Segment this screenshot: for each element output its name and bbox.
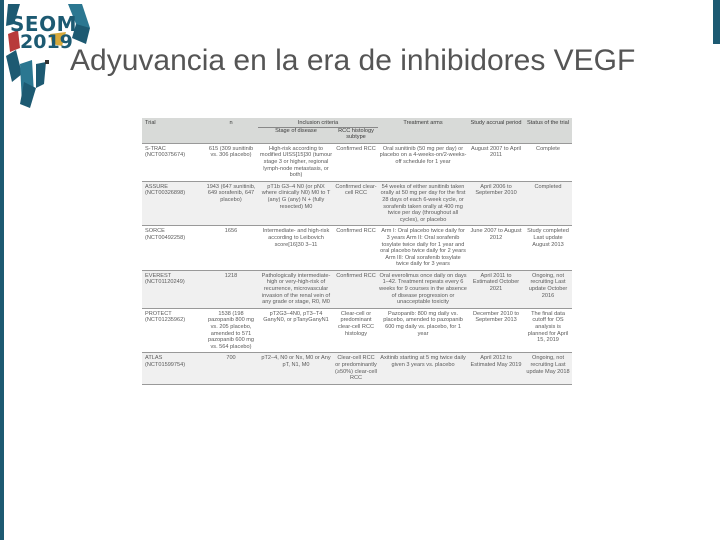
cell-stage: pT2G3–4N0, pT3–T4 GanyN0, or pTanyGanyN1 [258,308,334,353]
cell-accrual: June 2007 to August 2012 [468,226,524,271]
cell-status: Ongoing, not recruiting Last update May 2018 [524,353,572,384]
title-bullet [45,60,49,64]
cell-histology: Confirmed RCC [334,143,378,181]
cell-n: 1218 [204,270,258,308]
cell-trial: ATLAS (NCT01599754) [142,353,204,384]
trials-table-image [142,118,572,510]
cell-stage: Pathologically intermediate-high or very-high-risk of recurrence, microvascular invasion of the renal vein of any grade or stage, R0, M0 [258,270,334,308]
cell-status: Study completed Last update August 2013 [524,226,572,271]
cell-n: 1943 (647 sunitinib, 649 sorafenib, 647 placebo) [204,181,258,226]
cell-n: 700 [204,353,258,384]
cell-trial: ASSURE (NCT00326898) [142,181,204,226]
cell-status: The final data cutoff for OS analysis is planned for April 15, 2019 [524,308,572,353]
table-row [142,353,572,384]
header-accrual: Study accrual period [468,118,524,143]
header-trial: Trial [142,118,204,143]
table-row [142,270,572,308]
header-n: n [204,118,258,143]
trials-table [142,118,572,385]
cell-accrual: April 2006 to September 2010 [468,181,524,226]
cell-n: 615 (309 sunitinib vs. 306 placebo) [204,143,258,181]
table-row [142,181,572,226]
cell-accrual: August 2007 to April 2011 [468,143,524,181]
cell-arms: Pazopanib: 800 mg daily vs. placebo, amended to pazopanib 600 mg daily vs. placebo, for 1 year [378,308,468,353]
cell-stage: pT2–4, N0 or Nx, M0 or Any pT, N1, M0 [258,353,334,384]
table-row [142,143,572,181]
cell-histology: Confirmed RCC [334,270,378,308]
cell-arms: 54 weeks of either sunitinib taken orally at 50 mg per day for the first 28 days of each 6-week cycle, or sorafenib taken orally at 400 mg twice per day (throughout all cycles), or placebo [378,181,468,226]
cell-trial: PROTECT (NCT01235962) [142,308,204,353]
logo-year: 2019 [20,31,73,53]
header-inclusion: Inclusion criteria [258,118,378,127]
slide-title: Adyuvancia en la era de inhibidores VEGF [70,44,636,77]
header-status: Status of the trial [524,118,572,143]
header-arms: Treatment arms [378,118,468,143]
cell-stage: pT1b G3–4 N0 (or pNX where clinically N0) M0 to T (any) G (any) N + (fully resected) M0 [258,181,334,226]
cell-status: Completed [524,181,572,226]
cell-histology: Confirmed RCC [334,226,378,271]
cell-stage: High-risk according to modified UISS[15]30 (tumour stage 3 or higher, regional lymph-node metastasis, or both) [258,143,334,181]
right-accent-stripe [713,0,720,44]
cell-stage: Intermediate- and high-risk according to Leibovich score[16]30 3–11 [258,226,334,271]
cell-arms: Oral everolimus once daily on days 1–42. Treatment repeats every 6 weeks for 9 courses in the absence of disease progression or unacceptable toxicity [378,270,468,308]
cell-accrual: December 2010 to September 2013 [468,308,524,353]
left-accent-stripe [0,0,4,540]
cell-histology: Clear-cell or predominant clear-cell RCC histology [334,308,378,353]
cell-n: 1656 [204,226,258,271]
header-histology: RCC histology subtype [334,127,378,143]
cell-arms: Arm I: Oral placebo twice daily for 3 years Arm II: Oral sorafenib tosylate twice daily for 1 year and oral placebo twice daily for 2 years Arm III: Oral sorafenib tosylate twice daily for 3 years [378,226,468,271]
cell-trial: SORCE (NCT00492258) [142,226,204,271]
cell-arms: Axitinib starting at 5 mg twice daily given 3 years vs. placebo [378,353,468,384]
cell-arms: Oral sunitinib (50 mg per day) or placebo on a 4-weeks-on/2-weeks-off schedule for 1 year [378,143,468,181]
cell-accrual: April 2012 to Estimated May 2019 [468,353,524,384]
logo-wordmark: SEOM [10,12,77,36]
table-row [142,308,572,353]
cell-status: Ongoing, not recruiting Last update October 2016 [524,270,572,308]
cell-status: Complete [524,143,572,181]
cell-accrual: April 2011 to Estimated October 2021 [468,270,524,308]
header-stage: Stage of disease [258,127,334,143]
cell-histology: Confirmed clear-cell RCC [334,181,378,226]
cell-trial: EVEREST (NCT01120249) [142,270,204,308]
cell-histology: Clear-cell RCC or predominantly (≥50%) clear-cell RCC [334,353,378,384]
cell-n: 1538 (198 pazopanib 800 mg vs. 205 placebo, amended to 571 pazopanib 600 mg vs. 564 placebo) [204,308,258,353]
table-row [142,226,572,271]
cell-trial: S-TRAC (NCT00375674) [142,143,204,181]
